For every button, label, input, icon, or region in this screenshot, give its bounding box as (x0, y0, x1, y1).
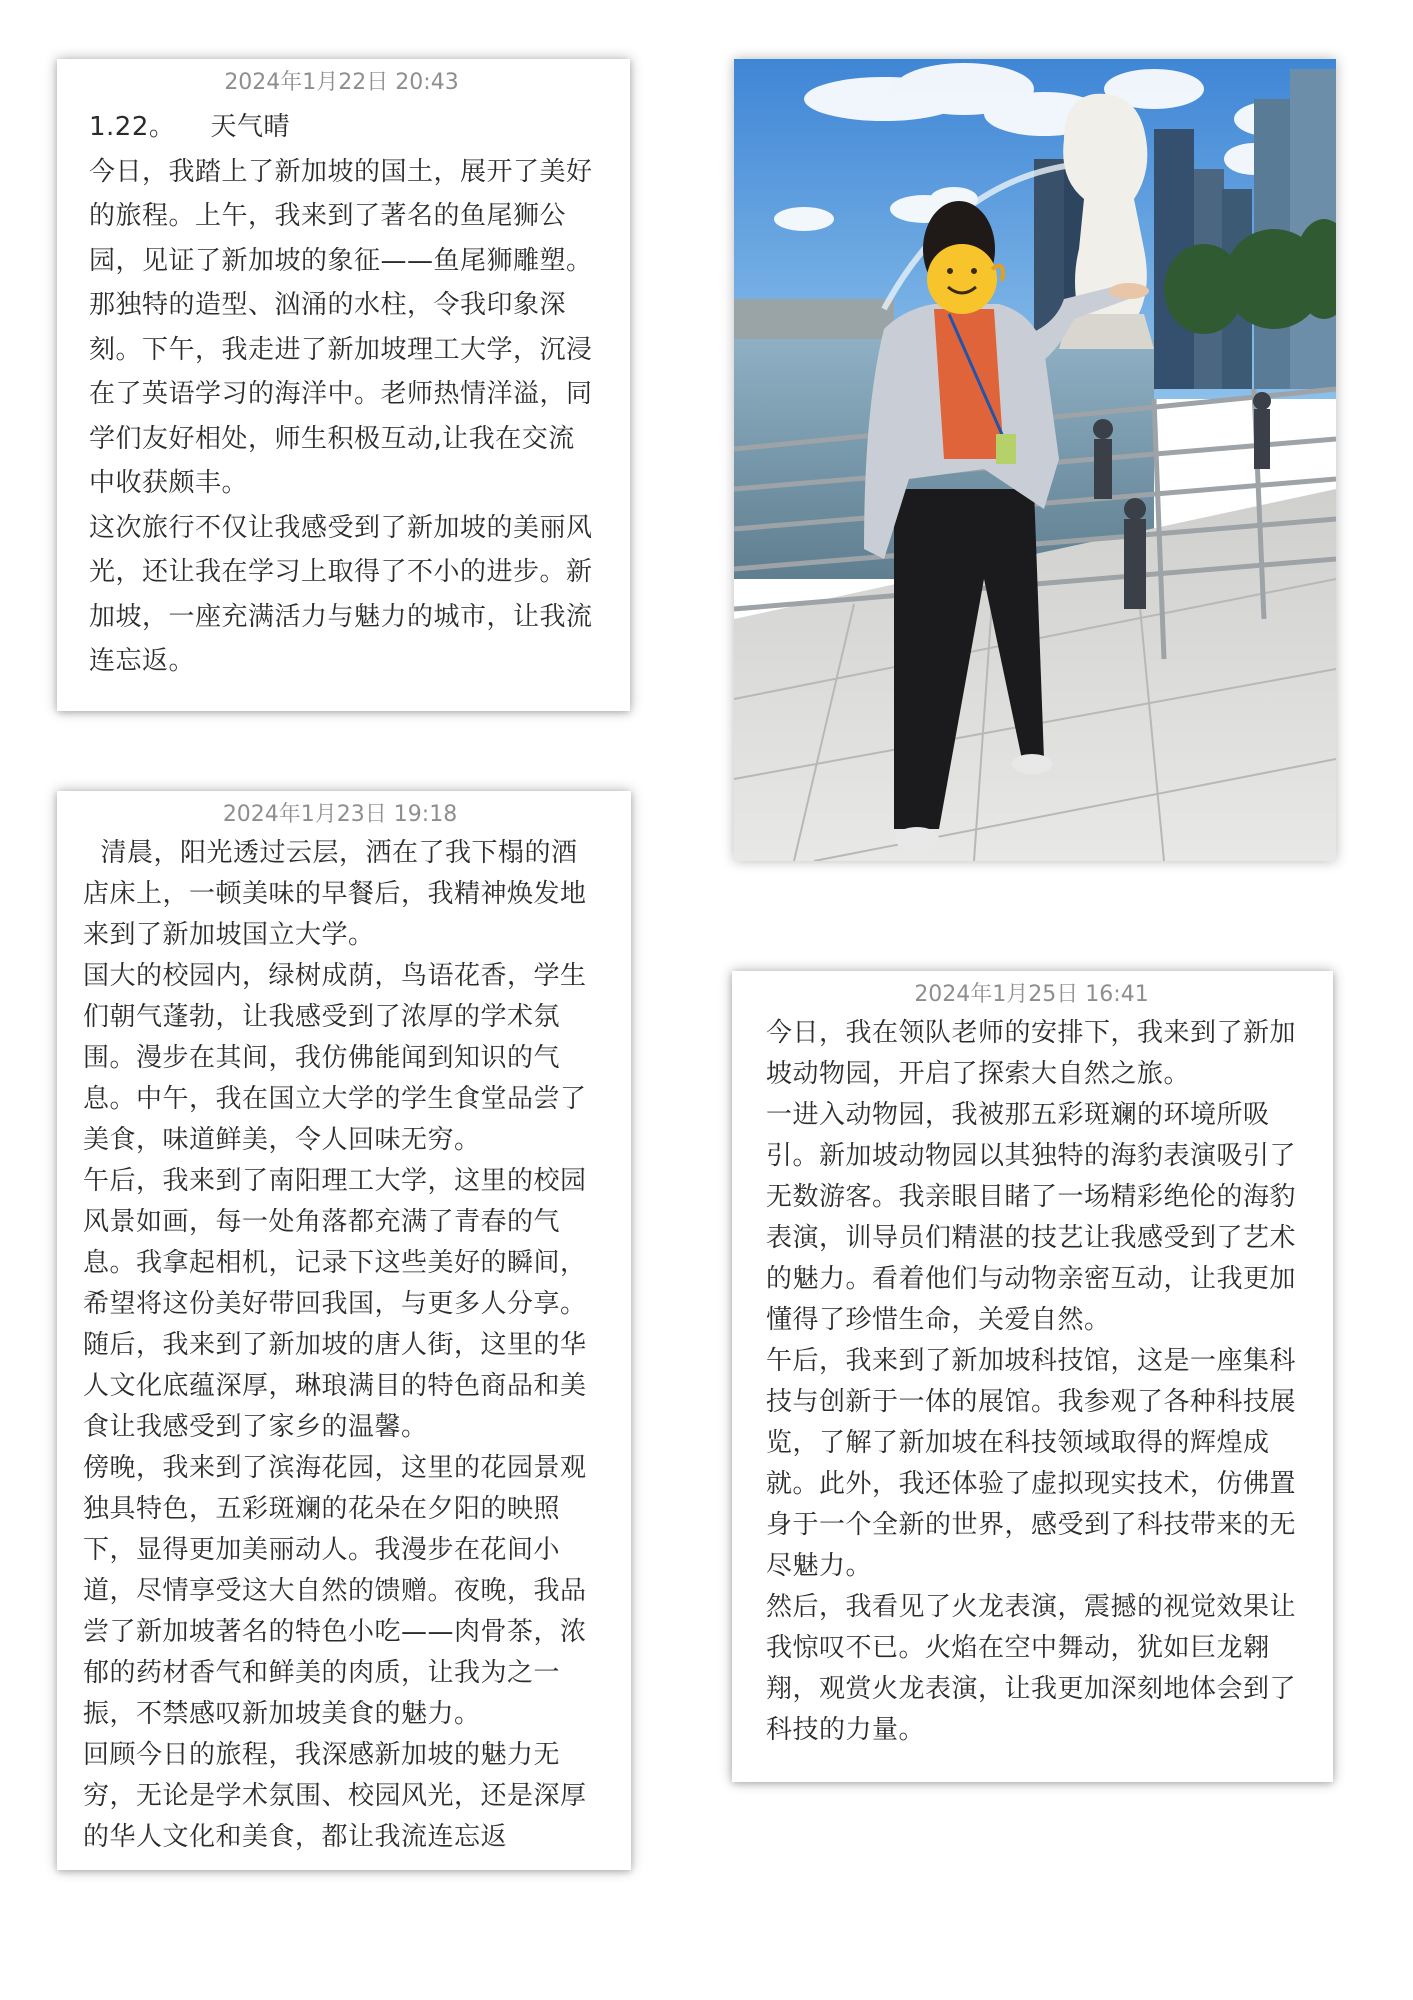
note-timestamp: 2024年1月25日 16:41 (914, 982, 1149, 1007)
note-paragraph: 今日，我在领队老师的安排下，我来到了新加坡动物园，开启了探索大自然之旅。 (766, 1018, 1297, 1089)
note-body (83, 833, 597, 1858)
note-paragraph: 今日，我踏上了新加坡的国土，展开了美好的旅程。上午，我来到了著名的鱼尾狮公园，见证了新加坡的象征——鱼尾狮雕塑。 (89, 156, 593, 276)
note-paragraph: 傍晚，我来到了滨海花园，这里的花园景观独具特色，五彩斑斓的花朵在夕阳的映照下，显得更加美丽动人。我漫步在花间小道，尽情享受这大自然的馈赠。夜晚，我品尝了新加坡著名的特色小吃——肉骨茶，浓郁的药材香气和鲜美的肉质，让我为之一振，不禁感叹新加坡美食的魅力。 (83, 1453, 587, 1729)
note-paragraph: 一进入动物园，我被那五彩斑斓的环境所吸引。新加坡动物园以其独特的海豹表演吸引了无数游客。我亲眼目睹了一场精彩绝伦的海豹表演，训导员们精湛的技艺让我感受到了艺术的魅力。看着他们与动物亲密互动，让我更加懂得了珍惜生命，关爱自然。 (766, 1100, 1297, 1335)
note-paragraph: 国大的校园内，绿树成荫，鸟语花香，学生们朝气蓬勃，让我感受到了浓厚的学术氛围。漫步在其间，我仿佛能闻到知识的气息。中午，我在国立大学的学生食堂品尝了美食，味道鲜美，令人回味无穷。 (83, 961, 587, 1155)
note-paragraph: 那独特的造型、汹涌的水柱，令我印象深刻。下午，我走进了新加坡理工大学，沉浸在了英语学习的海洋中。老师热情洋溢，同学们友好相处，师生积极互动,让我在交流中收获颇丰。 (89, 290, 593, 498)
note-body (766, 1013, 1297, 1751)
diary-note-jan-22 (57, 59, 630, 711)
note-heading: 1.22。 天气晴 (89, 112, 290, 142)
note-paragraph: 随后，我来到了新加坡的唐人街，这里的华人文化底蕴深厚，琳琅满目的特色商品和美食让我感受到了家乡的温馨。 (83, 1330, 587, 1442)
far-shore (734, 299, 894, 339)
note-timestamp: 2024年1月22日 20:43 (224, 70, 459, 95)
diary-note-jan-23 (57, 791, 631, 1870)
note-body (89, 105, 594, 684)
note-paragraph: 然后，我看见了火龙表演，震撼的视觉效果让我惊叹不已。火焰在空中舞动，犹如巨龙翱翔，观赏火龙表演，让我更加深刻地体会到了科技的力量。 (766, 1592, 1297, 1745)
note-timestamp: 2024年1月23日 19:18 (222, 802, 458, 827)
note-paragraph: 午后，我来到了新加坡科技馆，这是一座集科技与创新于一体的展馆。我参观了各种科技展览，了解了新加坡在科技领域取得的辉煌成就。此外，我还体验了虚拟现实技术，仿佛置身于一个全新的世界，感受到了科技带来的无尽魅力。 (766, 1346, 1297, 1581)
note-paragraph: 清晨，阳光透过云层，洒在了我下榻的酒店床上，一顿美味的早餐后，我精神焕发地来到了新加坡国立大学。 (83, 838, 587, 950)
note-paragraph: 午后，我来到了南阳理工大学，这里的校园风景如画，每一处角落都充满了青春的气息。我拿起相机，记录下这些美好的瞬间，希望将这份美好带回我国，与更多人分享。 (83, 1166, 587, 1319)
diary-note-jan-25 (732, 971, 1333, 1782)
merlion-park-photo (734, 59, 1336, 861)
note-paragraph: 这次旅行不仅让我感受到了新加坡的美丽风光，还让我在学习上取得了不小的进步。新加坡，一座充满活力与魅力的城市，让我流连忘返。 (89, 512, 593, 676)
note-paragraph: 回顾今日的旅程，我深感新加坡的魅力无穷，无论是学术氛围、校园风光，还是深厚的华人文化和美食，都让我流连忘返 (83, 1740, 587, 1852)
